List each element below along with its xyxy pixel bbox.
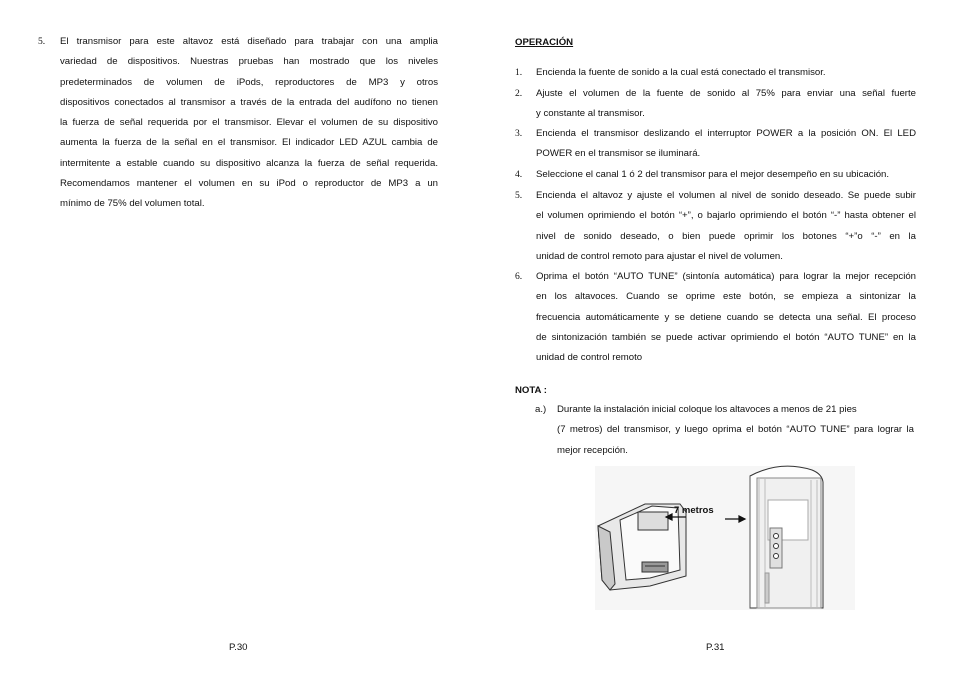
item-5-text xyxy=(60,32,438,215)
step-4-number: 4. xyxy=(515,169,523,180)
step-2-text xyxy=(536,84,916,125)
item-5-line: intermitente a estable cuando su dispositivo alcanza la fuerza de señal requerida. xyxy=(60,157,438,169)
note-label: a.) xyxy=(535,404,547,415)
step-4-text xyxy=(536,165,916,185)
item-5-number: 5. xyxy=(38,36,46,47)
step-5-text xyxy=(536,186,916,267)
item-5-line: El transmisor para este altavoz está diseñado para trabajar con una amplia xyxy=(60,36,438,47)
item-5-line: variedad de dispositivos. Nuestras pruebas han mostrado que los niveles xyxy=(60,56,438,68)
item-5-line: predeterminados de volumen de iPods, reproductores de MP3 y otros xyxy=(60,76,438,88)
note-line: mejor recepción. xyxy=(557,444,628,456)
step-line: en los altavoces. Cuando se oprime este botón, se empieza a sintonizar la xyxy=(536,291,916,303)
step-line: nivel de sonido deseado, o bien puede oprimir los botones “+”o “-” en la xyxy=(536,230,916,242)
step-line: y constante al transmisor. xyxy=(536,108,645,120)
step-5-number: 5. xyxy=(515,190,523,201)
note-heading: NOTA : xyxy=(515,385,547,396)
step-line: Seleccione el canal 1 ó 2 del transmisor para el mejor desempeño en su ubicación. xyxy=(536,169,890,180)
page-number-left: P.30 xyxy=(229,642,248,653)
step-line: unidad de control remoto xyxy=(536,352,643,364)
note-line: (7 metros) del transmisor, y luego oprima el botón “AUTO TUNE” para lograr la xyxy=(557,424,914,436)
step-line: el volumen oprimiendo el botón “+”, o bajarlo oprimiendo el botón “-” hasta obtener el xyxy=(536,210,916,222)
step-1-text xyxy=(536,63,916,83)
item-5-line: dispositivos conectados al transmisor a través de la entrada del audífono no tienen xyxy=(60,96,438,108)
step-line: Ajuste el volumen de la fuente de sonido al 75% para enviar una señal fuerte xyxy=(536,88,916,99)
item-5-line: Recomendamos mantener el volumen en su iPod o reproductor de MP3 a un xyxy=(60,178,438,190)
step-line: de sintonización también se puede activar oprimiendo el botón “AUTO TUNE” en la xyxy=(536,331,916,343)
step-3-text xyxy=(536,124,916,165)
step-6-number: 6. xyxy=(515,271,523,282)
step-6-text xyxy=(536,267,916,368)
step-line: Encienda el transmisor deslizando el interruptor POWER a la posición ON. El LED xyxy=(536,128,916,139)
item-5-line: la fuerza de señal requerida por el transmisor. Elevar el volumen de su dispositivo xyxy=(60,117,438,129)
step-line: frecuencia automáticamente y se detiene cuando se detecta una señal. El proceso xyxy=(536,311,916,323)
note-line: Durante la instalación inicial coloque los altavoces a menos de 21 pies xyxy=(557,404,857,415)
page-number-right: P.31 xyxy=(706,642,725,653)
step-3-number: 3. xyxy=(515,128,523,139)
step-line: Encienda la fuente de sonido a la cual está conectado el transmisor. xyxy=(536,67,826,78)
step-line: Encienda el altavoz y ajuste el volumen al nivel de sonido deseado. Se puede subir xyxy=(536,190,916,201)
right-page xyxy=(477,0,954,675)
step-2-number: 2. xyxy=(515,88,523,99)
speaker-drawing xyxy=(750,466,823,608)
note-text xyxy=(557,400,914,461)
section-heading: OPERACIÓN xyxy=(515,37,574,48)
step-line: Oprima el botón “AUTO TUNE” (sintonía automática) para lograr la mejor recepción xyxy=(536,271,916,282)
transmitter-speaker-illustration xyxy=(590,458,860,610)
item-5-line: aumenta la fuerza de la señal en el transmisor. El indicador LED AZUL cambia de xyxy=(60,137,438,149)
item-5-line: mínimo de 75% del volumen total. xyxy=(60,198,205,210)
distance-label: 7 metros xyxy=(674,505,714,516)
step-1-number: 1. xyxy=(515,67,523,78)
step-line: POWER en el transmisor se iluminará. xyxy=(536,148,701,160)
step-line: unidad de control remoto para ajustar el nivel de volumen. xyxy=(536,250,783,262)
